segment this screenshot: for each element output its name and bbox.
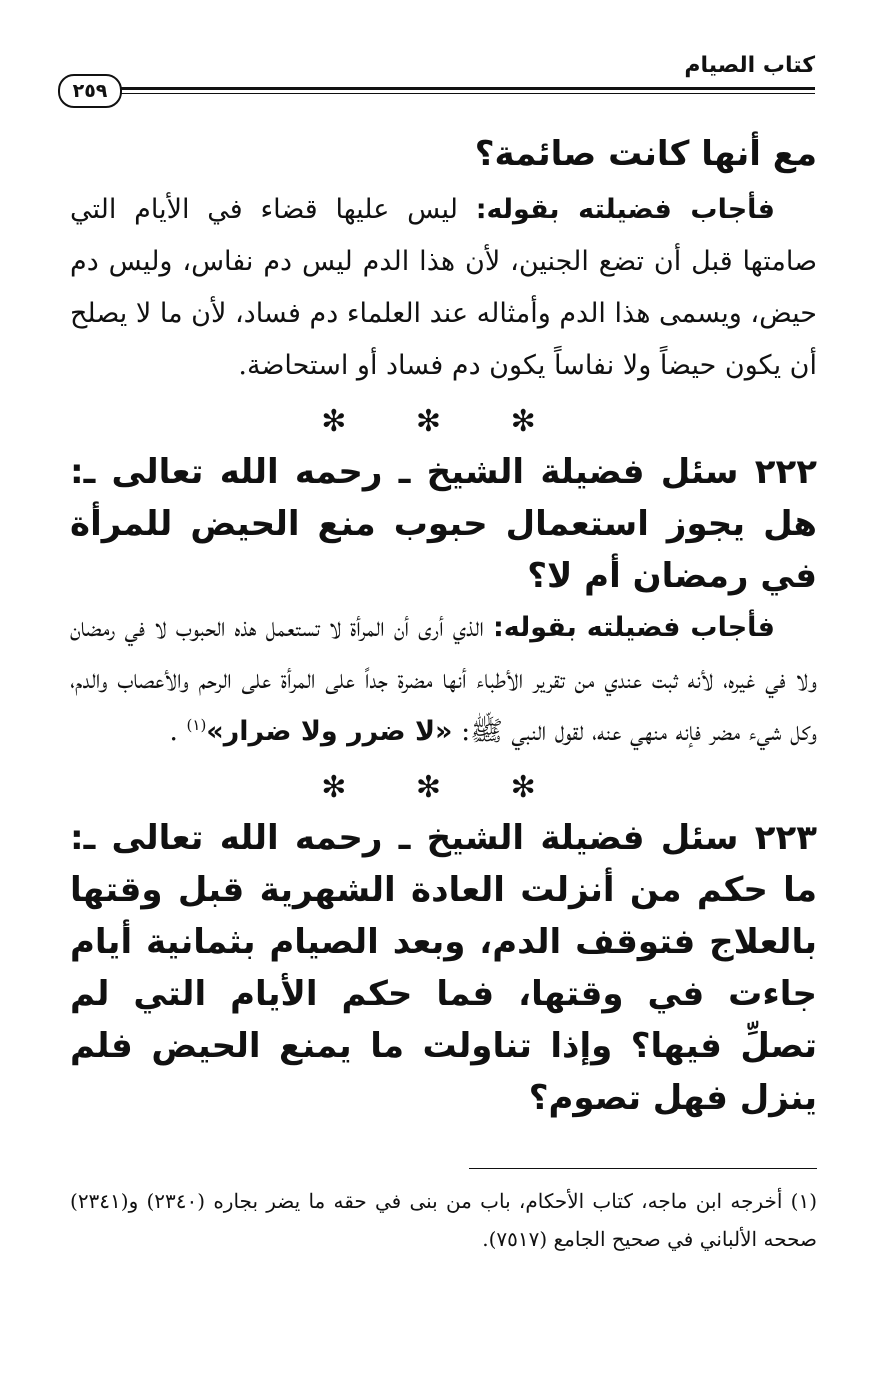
question-222: ٢٢٢ سئل فضيلة الشيخ ـ رحمه الله تعالى ـ: هل يجوز استعمال حبوب منع الحيض للمرأة في رمضان أم لا؟ [70,452,817,596]
book-title: كتاب الصيام [684,53,815,78]
footnote: (١) أخرجه ابن ماجه، كتاب الأحكام، باب من بنى في حقه ما يضر بجاره (٢٣٤٠) و(٢٣٤١) صححه الألباني في صحيح الجامع (٧٥١٧). [70,1189,817,1251]
running-header [58,52,815,102]
footnote-reference: (١) [186,716,207,734]
answer-end: . [169,716,178,747]
answer-lead: فأجاب فضيلته بقوله: [493,612,775,643]
section-separator: ✻ ✻ ✻ [321,404,566,439]
question-223: ٢٢٣ سئل فضيلة الشيخ ـ رحمه الله تعالى ـ: ما حكم من أنزلت العادة الشهرية قبل وقتها بالعلاج فتوقف الدم، وبعد الصيام بثمانية أيام جاءت في وقتها، فما حكم الأيام التي لم تصلِّ فيها؟ وإذا تناولت ما يمنع الحيض فلم ينزل فهل تصوم؟ [70,818,817,1118]
question-tail: مع أنها كانت صائمة؟ [474,134,817,174]
answer-text: ليس عليها قضاء في الأيام التي صامتها قبل أن تضع الجنين، لأن هذا الدم ليس دم نفاس، وليس دم حيض، ويسمى هذا الدم وأمثاله عند العلماء دم فساد، لأن ما لا يصلح أن يكون حيضاً ولا نفاساً يكون دم فساد أو استحاضة. [70,194,817,381]
header-rule [120,87,815,90]
answer-text: الذي أرى أن المرأة لا تستعمل هذه الحبوب لا في رمضان ولا في غيره، لأنه ثبت عندي من تقرير الأطباء أنها مضرة جداً على المرأة على الرحم والأعصاب والدم، وكل شيء مضر فإنه منهي عنه، لقول النبي ﷺ: [70,612,817,747]
footnote-rule [469,1168,817,1169]
hadith-quote: «لا ضرر ولا ضرار» [206,716,453,747]
page-body [70,128,817,1124]
page-number: ٢٥٩ [58,74,122,108]
answer-lead: فأجاب فضيلته بقوله: [475,194,775,225]
section-separator: ✻ ✻ ✻ [321,770,566,805]
header-rule-thin [120,93,815,94]
answer-paragraph [70,184,817,392]
answer-222 [70,602,817,758]
